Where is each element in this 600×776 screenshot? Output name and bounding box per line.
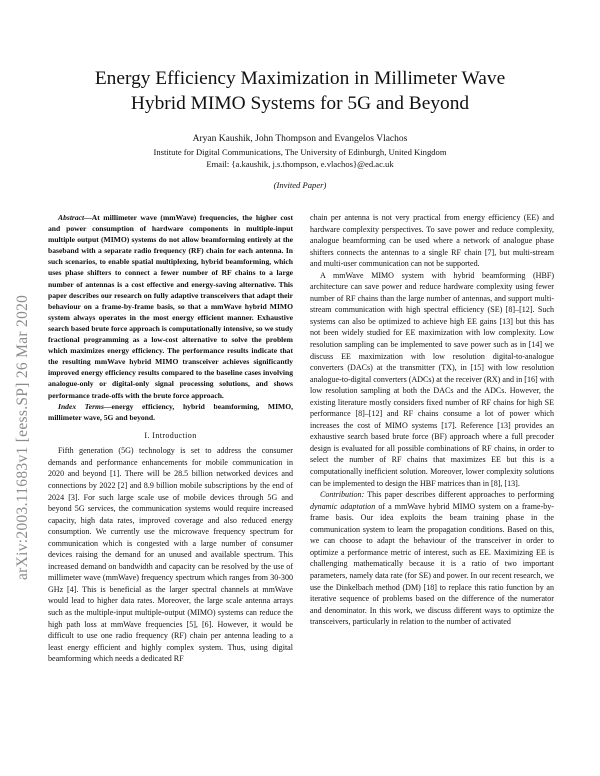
invited-paper-note: (Invited Paper) <box>273 180 327 190</box>
right-column <box>310 212 554 628</box>
title-line-2: Hybrid MIMO Systems for 5G and Beyond <box>130 93 470 114</box>
abstract-text: —At millimeter wave (mmWave) frequencies, the higher cost and power consumption of hardware components in multiple-input multiple output (MIMO) systems do not allow beamforming entirely at the baseband with a separate radio frequency (RF) chain for each antenna. In such scenarios, to enable spatial multiplexing, hybrid beamforming, which uses phase shifters to connect a fewer number of RF chains to a large number of antennas is a cost effective and energy-saving alternative. This paper describes our research on fully adaptive transceivers that adapt their behaviour on a frame-by-frame basis, so that a mmWave hybrid MIMO system always operates in the most energy efficient manner. Exhaustive search based brute force approach is computationally intensive, so we study fractional programming as a low-cost alternative to solve the problem which maximizes energy efficiency. The performance results indicate that the resulting mmWave hybrid MIMO transceiver achieves significantly improved energy efficiency results compared to the baseline cases involving analogue-only or digital-only signal processing solutions, and shows performance trade-offs with the brute force approach. <box>48 213 293 400</box>
contribution-paragraph <box>310 489 554 628</box>
intro-paragraph-2: chain per antenna is not very practical from energy efficiency (EE) and hardware complexity perspectives. To save power and reduce complexity, analogue beamforming can be used where a network of analogue phase shifters connects the antennas to a single RF chain [7], but multi-stream and multi-user communication can not be supported. <box>310 213 554 269</box>
abstract <box>48 212 293 423</box>
contribution-text-end: of a mmWave hybrid MIMO system on a frame-by-frame basis. Our idea exploits the beam training phase in the communication system to learn the propagation conditions. Based on this, we can choose to adapt the behaviour of the transceiver in order to optimize a performance metric of interest, such as EE. Maximizing EE is challenging mathematically because it is a ratio of two important parameters, namely data rate (for SE) and power. In our recent research, we use the Dinkelbach method (DM) [18] to replace this ratio function by an iterative sequence of problems based on the difference of the numerator and denominator. In this work, we discuss different ways to optimize the transceivers, particularly in relation to the number of activated <box>310 501 554 627</box>
keywords-label: Index Terms <box>58 401 104 411</box>
author-list: Aryan Kaushik, John Thompson and Evangelos Vlachos <box>192 134 408 144</box>
author-emails: Email: {a.kaushik, j.s.thompson, e.vlachos}@ed.ac.uk <box>206 159 394 169</box>
contribution-label: Contribution: <box>320 490 365 500</box>
arxiv-identifier: arXiv:2003.11683v1 [eess.SP] 26 Mar 2020 <box>14 294 31 580</box>
abstract-label: Abstract <box>58 213 85 222</box>
section-heading-introduction: I. Introduction <box>144 430 197 440</box>
affiliation: Institute for Digital Communications, The University of Edinburgh, United Kingdom <box>153 147 447 157</box>
paper-title <box>40 66 560 116</box>
contribution-text-start: This paper describes different approaches to performing <box>364 490 554 500</box>
contribution-emphasis: dynamic adaptation <box>310 501 376 511</box>
keywords-text: —energy efficiency, hybrid beamforming, MIMO, millimeter wave, 5G and beyond. <box>48 401 294 422</box>
intro-paragraph-3: A mmWave MIMO system with hybrid beamforming (HBF) architecture can save power and reduce hardware complexity using fewer number of RF chains than the large number of antennas, and support multi-stream communication with high spectral efficiency (SE) [8]–[12]. Such systems can also be optimized to achieve high EE gains [13] but this has not been widely studied for EE maximization with low complexity. Low resolution sampling can be implemented to save power such as in [14] we discuss EE maximization with low resolution digital-to-analogue converters (DACs) at the transmitter (TX), in [15] with low resolution analogue-to-digital converters (ADCs) at the receiver (RX) and in [16] with low resolution sampling at both the DACs and the ADCs. However, the existing literature mostly considers fixed number of RF chains for high SE performance [8]–[12] and RF chains consume a lot of power which increases the cost of MIMO systems [17]. Reference [13] provides an exhaustive search based brute force (BF) approach where a full precoder design is evaluated for all possible combinations of RF chains, in order to select the number of RF chains that maximizes EE but this is a computationally inefficient solution. Moreover, lower complexity solutions can be implemented to design the HBF matrices than in [8], [13]. <box>310 270 555 488</box>
intro-paragraph-1: Fifth generation (5G) technology is set to address the consumer demands and performance enhancements for mobile communication in 2020 and beyond [1]. There will be 28.5 billion networked devices and connections by 2022 [2] and 8.9 billion mobile subscriptions by the end of 2024 [3]. For such large scale use of mobile devices through 5G and beyond 5G services, the communication systems would require increased capacity, high data rates, improved coverage and also reduced energy consumption. We currently use the microwave frequency spectrum for communication which is congested with a large number of consumer devices raising the demand for an unused and available spectrum. This increased demand on bandwidth and capacity can be resolved by the use of millimeter wave (mmWave) frequency spectrum which ranges from 30-300 GHz [4]. This is beneficial as the larger spectral channels at mmWave would lead to higher data rates. Moreover, the large scale antenna arrays such as the multiple-input multiple-output (MIMO) systems can reduce the high path loss at mmWave frequencies [5], [6]. However, it would be difficult to use one radio frequency (RF) chain per antenna leading to a least energy efficient and highly complex system. Thus, using digital beamforming which needs a dedicated RF <box>48 446 293 664</box>
left-column <box>48 212 293 665</box>
title-line-1: Energy Efficiency Maximization in Millimeter Wave <box>94 68 506 89</box>
